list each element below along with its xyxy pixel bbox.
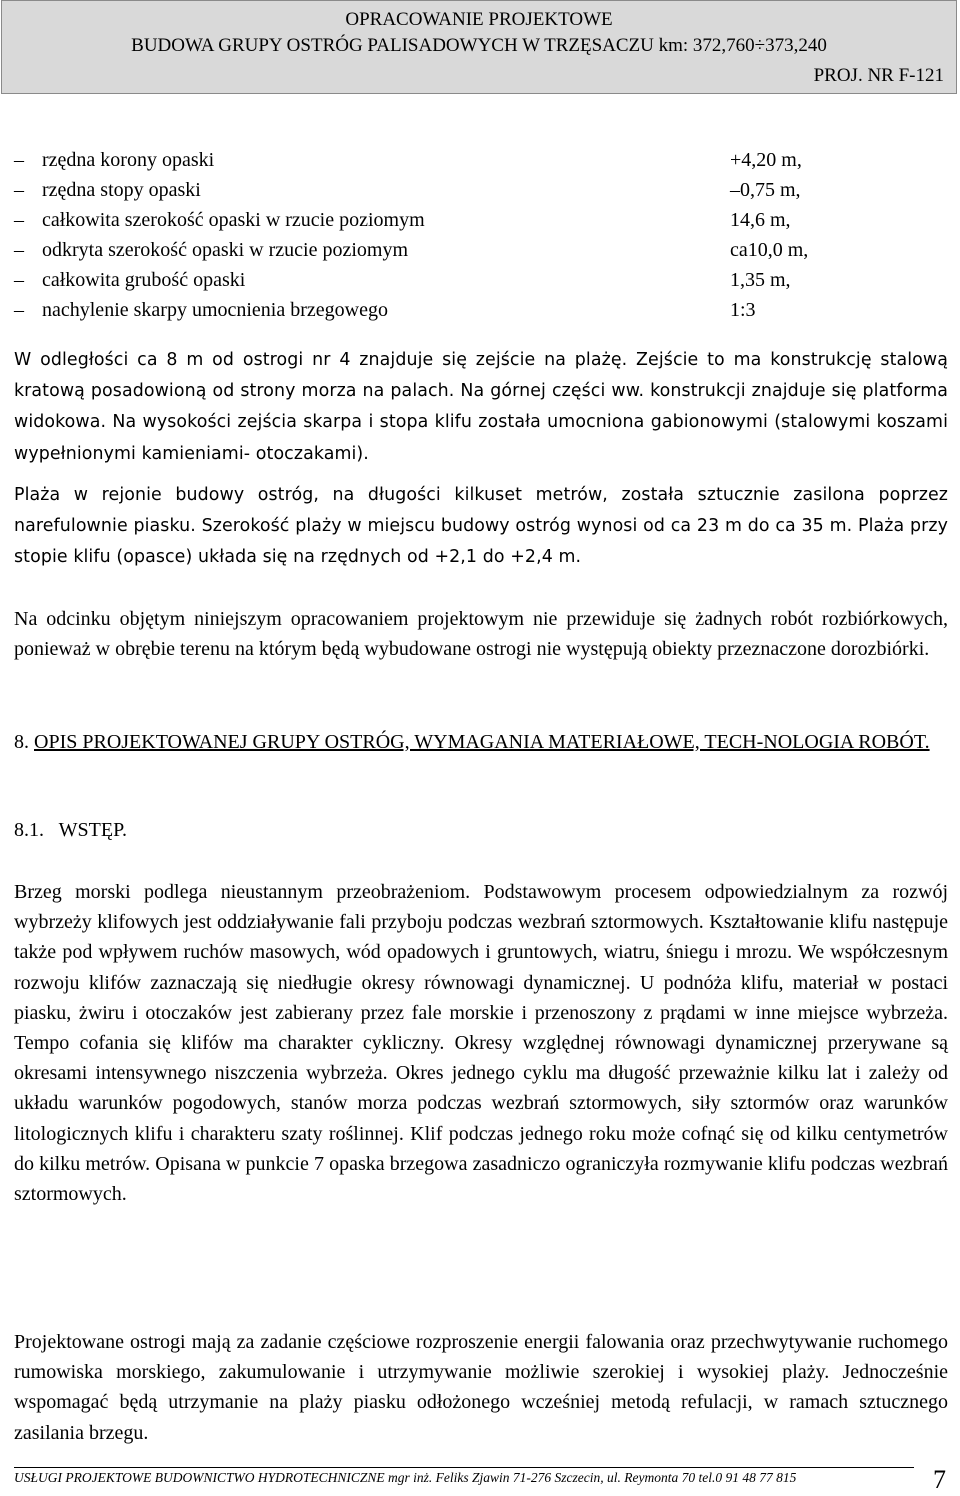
header-project-number: PROJ. NR F-121 (813, 65, 944, 86)
section-number: 8. (14, 731, 29, 753)
parameter-label: rzędna stopy opaski (42, 179, 201, 201)
header-project-name: BUDOWA GRUPY OSTRÓG PALISADOWYCH W TRZĘSACZU km: 372,760÷373,240 (131, 35, 827, 56)
section-title: OPIS PROJEKTOWANEJ GRUPY OSTRÓG, WYMAGANIA MATERIAŁOWE, TECH-NOLOGIA ROBÓT. (34, 731, 930, 753)
document-header (1, 0, 957, 94)
parameter-label: odkryta szerokość opaski w rzucie poziomym (42, 239, 409, 261)
list-dash: – (14, 239, 24, 261)
parameter-value: –0,75 m, (730, 179, 801, 201)
parameter-value: 1:3 (730, 299, 756, 321)
parameter-row (14, 265, 954, 295)
header-title: OPRACOWANIE PROJEKTOWE (345, 9, 613, 30)
parameter-value: +4,20 m, (730, 149, 802, 171)
list-dash: – (14, 299, 24, 321)
parameter-label: rzędna korony opaski (42, 149, 215, 171)
paragraph-beach-nourishment: Plaża w rejonie budowy ostróg, na długości kilkuset metrów, została sztucznie zasilona poprzez narefulownie piasku. Szerokość plaży w miejscu budowy ostróg wynosi od ca 23 m do ca 35 m. Plaża przy stopie klifu (opasce) układa się na rzędnych od +2,1 do +2,4 m. (14, 485, 948, 568)
paragraph-demolition: Na odcinku objętym niniejszym opracowaniem projektowym nie przewiduje się żadnych robót rozbiórkowych, ponieważ w obrębie terenu na którym będą wybudowane ostrogi nie występują obiekty przeznaczone dorozbiórki. (14, 608, 948, 661)
paragraph-coast-dynamics: Brzeg morski podlega nieustannym przeobrażeniom. Podstawowym procesem odpowiedzialnym za rozwój wybrzeży klifowych jest oddziaływanie fali przyboju podczas wezbrań sztormowych. Kształtowanie klifu następuje także pod wpływem ruchów masowych, wód opadowych i gruntowych, wiatru, śniegu i mrozu. We współczesnym rozwoju klifów zaznaczają się niedługie okresy równowagi dynamicznej. U podnóża klifu, materiał w postaci piasku, żwiru i otoczaków jest zabierany przez fale morskie i przenoszony z prądami w inne miejsce wybrzeża. Tempo cofania się klifów ma charakter cykliczny. Okresy względnej równowagi dynamicznej przerywane są okresami intensywnego niszczenia wybrzeża. Okres jednego cyklu ma długość przeważnie kilku lat i zależy od układu warunków pogodowych, stanów morza podczas wezbrań sztormowych, siły sztormów oraz warunków litologicznych klifu i charakteru szaty roślinnej. Klif podczas jednego roku może cofnąć się od kilku centymetrów do kilku metrów. Opisana w punkcie 7 opaska brzegowa zasadniczo ograniczyła rozmywanie klifu podczas wezbrań sztormowych. (14, 881, 948, 1206)
list-dash: – (14, 149, 24, 171)
parameter-label: nachylenie skarpy umocnienia brzegowego (42, 299, 388, 321)
parameter-row (14, 235, 954, 265)
parameter-value: 14,6 m, (730, 209, 791, 231)
list-dash: – (14, 269, 24, 291)
parameter-label: całkowita grubość opaski (42, 269, 246, 291)
paragraph-beach-access: W odległości ca 8 m od ostrogi nr 4 znajduje się zejście na plażę. Zejście to ma konstrukcję stalową kratową posadowioną od strony morza na palach. Na górnej części ww. konstrukcji znajduje się platforma widokowa. Na wysokości zejścia skarpa i stopa klifu została umocniona gabionowymi (stalowymi koszami wypełnionymi kamieniami- otoczakami). (14, 350, 948, 464)
parameter-value: 1,35 m, (730, 269, 791, 291)
section-heading (14, 729, 954, 756)
parameter-row (14, 175, 954, 205)
parameter-row (14, 205, 954, 235)
parameter-row (14, 145, 954, 175)
parameter-row (14, 295, 954, 325)
parameter-value: ca10,0 m, (730, 239, 809, 261)
parameter-label: całkowita szerokość opaski w rzucie poziomym (42, 209, 425, 231)
subsection-number: 8.1. (14, 819, 44, 841)
list-dash: – (14, 179, 24, 201)
list-dash: – (14, 209, 24, 231)
footer-divider (14, 1467, 914, 1468)
parameter-list (14, 145, 954, 325)
footer-company-info: USŁUGI PROJEKTOWE BUDOWNICTWO HYDROTECHNICZNE mgr inż. Feliks Zjawin 71-276 Szczecin, ul. Reymonta 70 tel.0 91 48 77 815 (14, 1470, 797, 1485)
page-number: 7 (933, 1465, 946, 1494)
paragraph-groyne-purpose: Projektowane ostrogi mają za zadanie częściowe rozproszenie energii falowania oraz przechwytywanie ruchomego rumowiska morskiego, zakumulowanie i utrzymywanie możliwie szerokiej i wysokiej plaży. Jednocześnie wspomagać będą utrzymanie na plaży piasku odłożonego wcześniej metodą refulacji, w ramach sztucznego zasilania brzegu. (14, 1331, 948, 1444)
subsection-heading (14, 816, 127, 844)
subsection-title: WSTĘP. (58, 819, 127, 841)
